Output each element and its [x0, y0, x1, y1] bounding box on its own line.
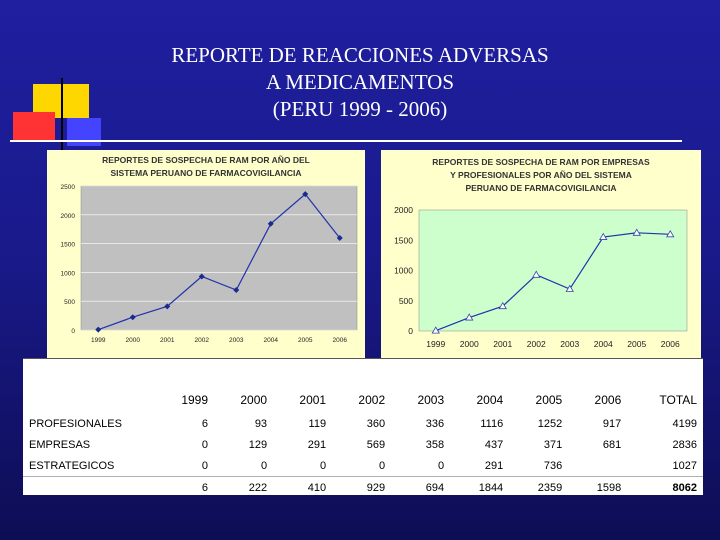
- chart-2-panel: [381, 150, 701, 358]
- x-tick-label: 2005: [627, 339, 647, 349]
- y-tick-label: 1500: [60, 241, 75, 249]
- table-cell: 736: [543, 459, 563, 472]
- table-cell: 0: [379, 459, 386, 472]
- table-cell: 336: [425, 417, 445, 430]
- x-tick-label: 2000: [125, 337, 140, 344]
- y-tick-label: 2000: [60, 212, 75, 220]
- grand-total-cell: 8062: [627, 477, 703, 499]
- x-tick-label: 2006: [332, 337, 347, 344]
- chart-title: PERUANO DE FARMACOVIGILANCIA: [465, 183, 617, 193]
- table-cell: 129: [248, 438, 268, 451]
- table-header-cell: 2001: [299, 393, 327, 407]
- y-tick-label: 500: [64, 299, 75, 307]
- row-label: EMPRESAS: [29, 438, 91, 451]
- x-tick-label: 2005: [298, 337, 313, 344]
- chart-title: REPORTES DE SOSPECHA DE RAM POR EMPRESAS: [432, 157, 650, 167]
- table-cell: [568, 455, 627, 477]
- table-cell: 437: [484, 438, 504, 451]
- table-header-cell: 2004: [476, 393, 504, 407]
- table-row: [23, 434, 703, 455]
- y-tick-label: 500: [398, 295, 413, 306]
- table-header-cell: 2003: [417, 393, 445, 407]
- chart-1: [47, 150, 365, 358]
- chart-title: SISTEMA PERUANO DE FARMACOVIGILANCIA: [110, 168, 302, 178]
- title-line-2: A MEDICAMENTOS: [265, 70, 455, 94]
- table-cell: 0: [201, 438, 209, 451]
- table-header-cell: [23, 359, 155, 413]
- y-tick-label: 0: [71, 328, 75, 335]
- deco-horizontal-line: [10, 140, 682, 142]
- table-row: [23, 455, 703, 477]
- table-header-cell: 1999: [181, 393, 209, 407]
- table-cell: 93: [254, 417, 268, 430]
- table-cell: 1598: [568, 477, 627, 499]
- y-tick-label: 0: [408, 326, 413, 336]
- x-tick-label: 2004: [593, 339, 613, 349]
- chart-2: [381, 150, 701, 358]
- x-tick-label: 2001: [493, 339, 513, 349]
- x-tick-label: 2002: [194, 337, 209, 344]
- y-tick-label: 2500: [60, 184, 75, 191]
- table-cell: 1252: [537, 417, 563, 430]
- y-tick-label: 1000: [60, 270, 75, 278]
- x-tick-label: 2004: [263, 337, 278, 344]
- table-cell: 0: [319, 459, 327, 472]
- x-tick-label: 2000: [459, 339, 479, 349]
- y-tick-label: 1500: [394, 235, 413, 246]
- x-tick-label: 1999: [426, 339, 446, 349]
- table-cell: 410: [273, 477, 332, 499]
- table-header-cell: 2000: [240, 393, 268, 407]
- x-tick-label: 2002: [526, 339, 546, 349]
- chart-title: REPORTES DE SOSPECHA DE RAM POR AÑO DEL: [102, 155, 310, 165]
- table-header-cell: TOTAL: [659, 393, 697, 407]
- table-header-cell: 2005: [535, 393, 563, 407]
- y-tick-label: 2000: [394, 205, 413, 215]
- table-cell: 222: [214, 477, 273, 499]
- title-line-3: (PERU 1999 - 2006): [272, 97, 448, 121]
- table-cell: 681: [602, 438, 622, 451]
- deco-vertical-line: [61, 78, 63, 158]
- table-cell: 0: [201, 459, 209, 472]
- chart-1-panel: [47, 150, 365, 358]
- row-label: PROFESIONALES: [29, 417, 122, 430]
- plot-area: [419, 210, 687, 331]
- x-tick-label: 2003: [229, 337, 244, 344]
- data-table-panel: [23, 358, 703, 495]
- table-cell: 6: [155, 477, 214, 499]
- x-tick-label: 2003: [560, 339, 580, 349]
- table-cell: 2836: [672, 438, 697, 451]
- table-header-cell: 2006: [594, 393, 622, 407]
- x-tick-label: 1999: [91, 337, 106, 344]
- table-row: [23, 413, 703, 434]
- deco-red-square: [13, 112, 55, 142]
- table-cell: 0: [260, 459, 268, 472]
- row-label: [23, 477, 155, 499]
- table-cell: 291: [307, 438, 327, 451]
- table-header-cell: 2002: [358, 393, 386, 407]
- chart-title: Y PROFESIONALES POR AÑO DEL SISTEMA: [450, 170, 632, 180]
- title-line-1: REPORTE DE REACCIONES ADVERSAS: [171, 43, 549, 67]
- table-header-row: [23, 359, 703, 413]
- table-cell: 569: [366, 438, 386, 451]
- table-cell: 360: [366, 417, 386, 430]
- x-tick-label: 2006: [660, 339, 680, 349]
- table-cell: 694: [391, 477, 450, 499]
- y-tick-label: 1000: [394, 265, 413, 276]
- table-cell: 371: [543, 438, 563, 451]
- table-cell: 917: [602, 417, 622, 430]
- table-cell: 6: [201, 417, 209, 430]
- table-cell: 119: [308, 417, 327, 430]
- row-label: ESTRATEGICOS: [29, 459, 115, 472]
- table-cell: 4199: [672, 417, 697, 430]
- table-cell: 291: [484, 459, 504, 472]
- table-cell: 1027: [672, 459, 697, 472]
- table-cell: 929: [332, 477, 391, 499]
- table-cell: 358: [425, 438, 445, 451]
- table-cell: 0: [438, 459, 445, 472]
- x-tick-label: 2001: [160, 337, 175, 344]
- table-cell: 1844: [450, 477, 509, 499]
- data-table: [23, 359, 703, 498]
- table-total-row: [23, 477, 703, 499]
- table-cell: 1116: [480, 417, 504, 430]
- table-cell: 2359: [509, 477, 568, 499]
